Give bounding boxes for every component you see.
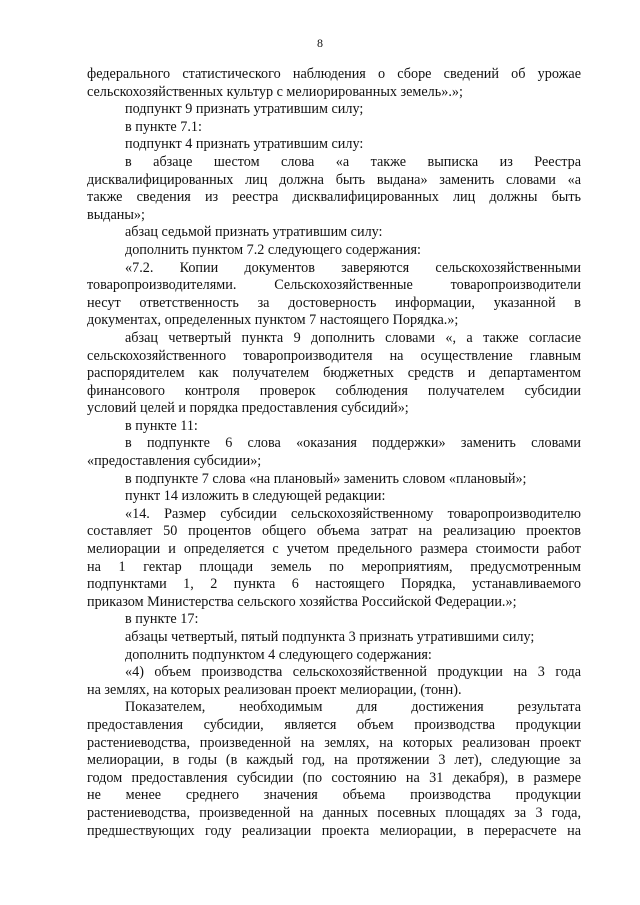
text-line: растениеводства, произведенной на данных посевных площадях за 3 года, <box>87 804 581 821</box>
text-line: товаропроизводителями. Сельскохозяйственные товаропроизводители <box>87 277 581 294</box>
text-line: на 1 гектар площади земель по мероприятиям, предусмотренным <box>87 558 581 575</box>
text-line: подпункт 9 признать утратившим силу; <box>125 101 364 118</box>
text-line: выданы»; <box>87 206 145 223</box>
text-line: условий целей и порядка предоставления субсидий»; <box>87 400 409 417</box>
text-line: «4) объем производства сельскохозяйственной продукции на 3 года <box>125 664 581 681</box>
text-line: федерального статистического наблюдения о сборе сведений об урожае <box>87 66 581 82</box>
text-line: составляет 50 процентов общего объема затрат на реализацию проектов <box>87 523 581 540</box>
text-line: на землях, на которых реализован проект мелиорации, (тонн). <box>87 681 462 698</box>
text-line: абзац четвертый пункта 9 дополнить словами «, а также согласие <box>125 329 581 346</box>
text-line: абзацы четвертый, пятый подпункта 3 признать утратившими силу; <box>125 629 535 645</box>
text-line: подпунктами 1, 2 пункта 6 настоящего Порядка, устанавливаемого <box>87 576 581 593</box>
text-line: «7.2. Копии документов заверяются сельскохозяйственными <box>125 259 581 276</box>
page-number: 8 <box>317 36 323 50</box>
text-line: в подпункте 6 слова «оказания поддержки» заменить словами <box>125 435 581 452</box>
text-line: в абзаце шестом слова «а также выписка из Реестра <box>125 153 581 170</box>
text-line: мелиорации, в годы (в каждый год, на протяжении 3 лет), следующие за <box>87 752 581 769</box>
text-line: финансового контроля проверок соблюдения получателем субсидии <box>87 382 581 399</box>
text-line: растениеводства, произведенной на землях, на которых реализован проект <box>87 734 581 751</box>
text-line: пункт 14 изложить в следующей редакции: <box>125 488 386 505</box>
text-line: не менее среднего значения объема производства продукции <box>87 787 581 804</box>
text-line: годом предоставления субсидии (по состоянию на 31 декабря), в размере <box>87 769 581 786</box>
text-line: в пункте 7.1: <box>125 118 202 135</box>
text-line: дисквалифицированных лиц должна быть выдана» заменить словами «а <box>87 171 581 188</box>
text-line: в пункте 11: <box>125 417 198 434</box>
text-line: документах, определенных пунктом 7 настоящего Порядка.»; <box>87 312 459 329</box>
text-line: дополнить пунктом 7.2 следующего содержания: <box>125 241 421 258</box>
text-line: «14. Размер субсидии сельскохозяйственному товаропроизводителю <box>125 505 581 522</box>
text-line: подпункт 4 признать утратившим силу: <box>125 136 364 153</box>
text-line: приказом Министерства сельского хозяйства Российской Федерации.»; <box>87 593 517 610</box>
text-line: предшествующих году реализации проекта мелиорации, в перерасчете на <box>87 822 581 839</box>
text-line: распорядителем как получателем бюджетных средств и департаментом <box>87 365 581 382</box>
text-line: мелиорации и определяется с учетом предельного размера стоимости работ <box>87 541 581 558</box>
text-line: Показателем, необходимым для достижения результата <box>125 699 581 716</box>
text-line: сельскохозяйственных культур с мелиорированных земель».»; <box>87 83 463 100</box>
text-line: также сведения из реестра дисквалифицированных лиц должны быть <box>87 189 581 206</box>
text-line: предоставления субсидии, является объем производства продукции <box>87 716 581 733</box>
text-line: абзац седьмой признать утратившим силу: <box>125 224 383 241</box>
text-line: сельскохозяйственного товаропроизводителя на осуществление главным <box>87 347 581 364</box>
text-line: в подпункте 7 слова «на плановый» заменить словом «плановый»; <box>125 470 527 487</box>
text-line: дополнить подпунктом 4 следующего содержания: <box>125 646 432 663</box>
document-body <box>87 66 581 840</box>
text-line: несут ответственность за достоверность информации, указанной в <box>87 294 581 311</box>
text-line: «предоставления субсидии»; <box>87 453 262 470</box>
text-line: в пункте 17: <box>125 611 199 628</box>
